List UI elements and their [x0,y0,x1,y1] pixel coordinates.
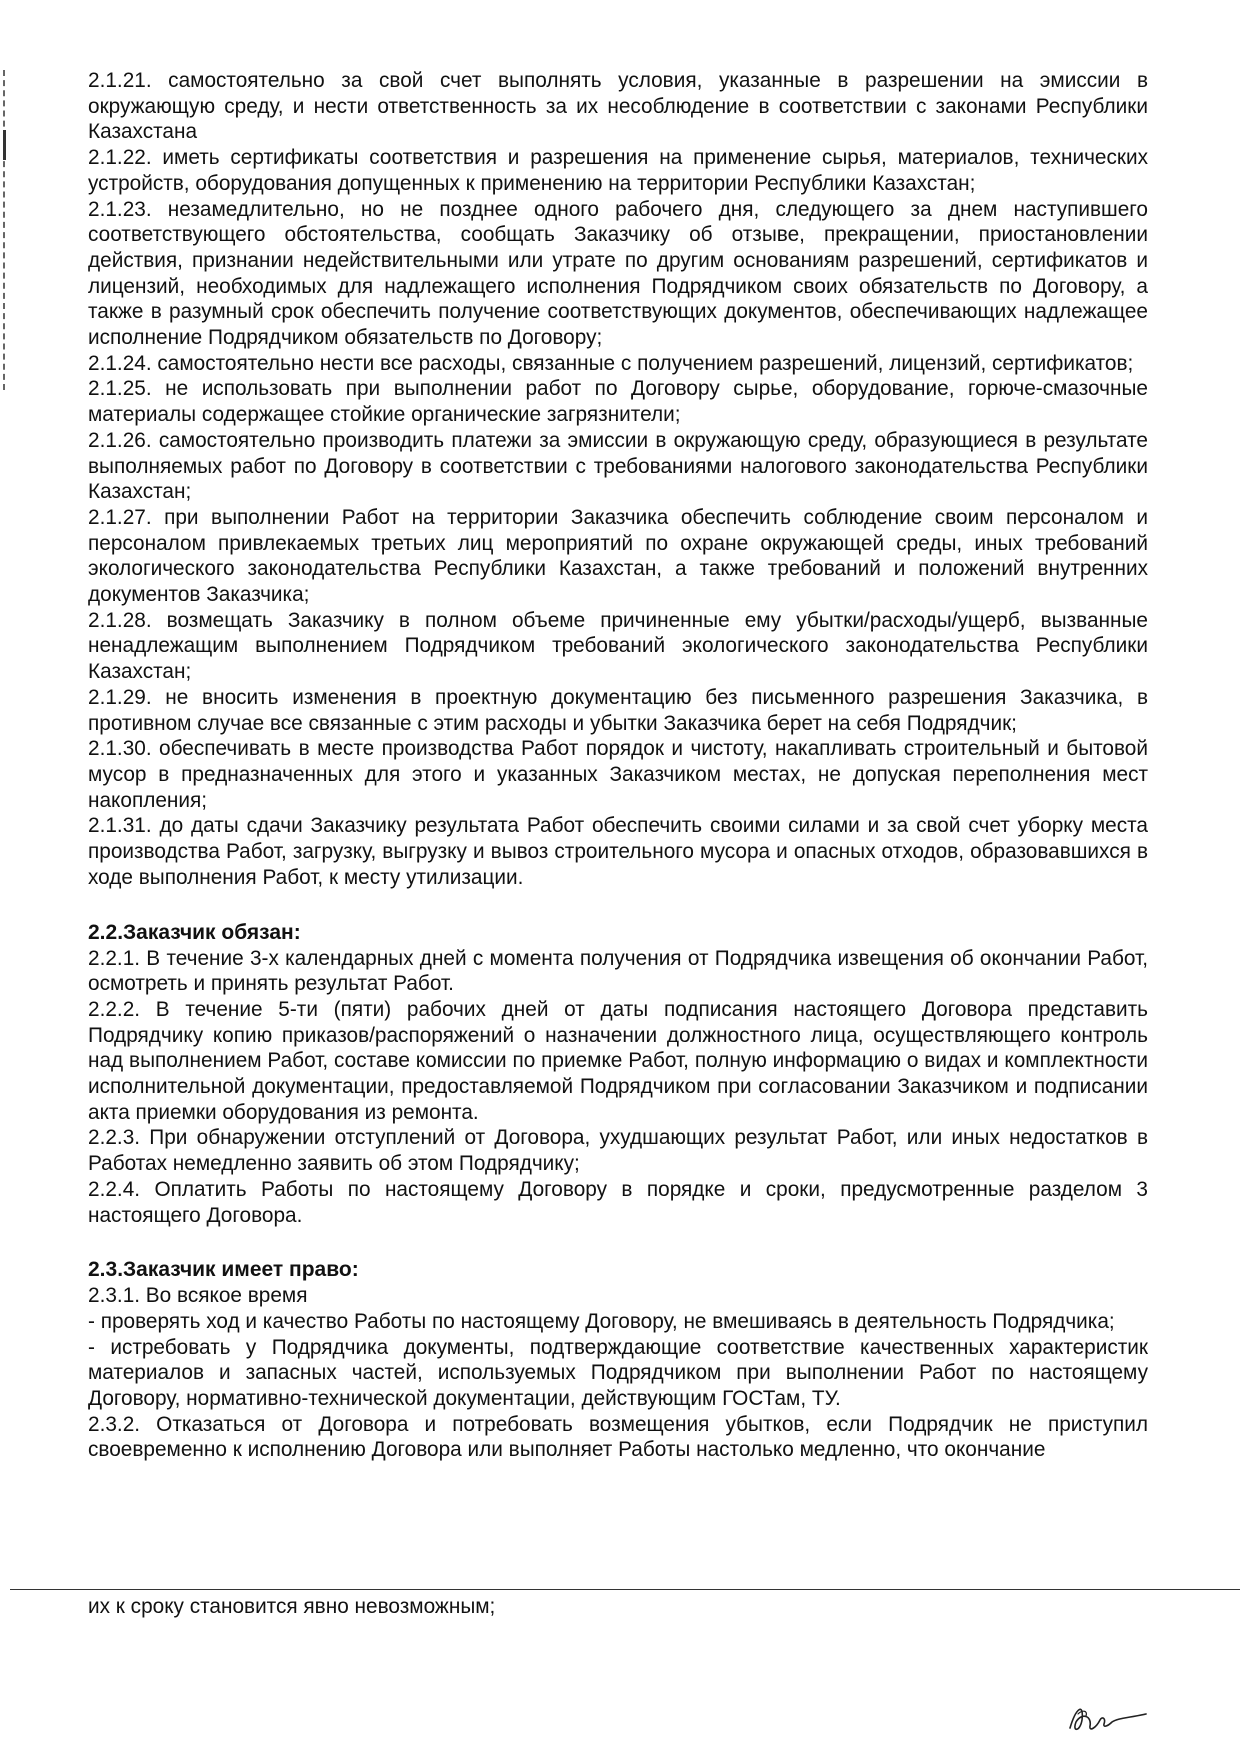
clause-2-1-29: 2.1.29. не вносить изменения в проектную документацию без письменного разрешения Заказчика, в противном случае все связанные с этим расходы и убытки Заказчика берет на себя Подрядчик; [88,685,1148,735]
clause-2-1-28: 2.1.28. возмещать Заказчику в полном объеме причиненные ему убытки/расходы/ущерб, вызванные ненадлежащим выполнением Подрядчиком требований экологического законодательства Республики Казахстан; [88,608,1148,684]
clause-2-2-1: 2.2.1. В течение 3-х календарных дней с момента получения от Подрядчика извещения об окончании Работ, осмотреть и принять результат Работ. [88,946,1148,996]
clause-2-2-2: 2.2.2. В течение 5-ти (пяти) рабочих дней от даты подписания настоящего Договора представить Подрядчику копию приказов/распоряжений о назначении должностного лица, осуществляющего контроль над выполнением Работ, составе комиссии по приемке Работ, полную информацию о видах и комплектности исполнительной документации, предоставляемой Подрядчиком при согласовании Заказчиком и подписании акта приемки оборудования из ремонта. [88,997,1148,1124]
clause-2-1-26: 2.1.26. самостоятельно производить платежи за эмиссии в окружающую среду, образующиеся в результате выполняемых работ по Договору в соответствии с требованиями налогового законодательства Республики Казахстан; [88,428,1148,504]
clause-2-1-23: 2.1.23. незамедлительно, но не позднее одного рабочего дня, следующего за днем наступившего соответствующего обстоятельства, сообщать Заказчику об отзыве, прекращении, приостановлении действия, признании недействительными или утрате по другим основаниям разрешений, сертификатов и лицензий, необходимых для надлежащего исполнения Подрядчиком своих обязательств по Договору, а также в разумный срок обеспечить получение соответствующих документов, обеспечивающих надлежащее исполнение Подрядчиком обязательств по Договору; [88,197,1148,350]
clause-2-2-3: 2.2.3. При обнаружении отступлений от Договора, ухудшающих результат Работ, или иных недостатков в Работах немедленно заявить об этом Подрядчику; [88,1126,1148,1176]
clause-2-2-4: 2.2.4. Оплатить Работы по настоящему Договору в порядке и сроки, предусмотренные разделом 3 настоящего Договора. [88,1177,1148,1227]
left-margin-binding-mark [3,130,9,160]
clause-2-1-21: 2.1.21. самостоятельно за свой счет выполнять условия, указанные в разрешении на эмиссии в окружающую среду, и нести ответственность за их несоблюдение в соответствии с законами Республики Казахстана [88,69,1148,144]
clause-2-3-2-continuation: их к сроку становится явно невозможным; [88,1595,496,1618]
clause-2-3-1-item-inspect: - проверять ход и качество Работы по настоящему Договору, не вмешиваясь в деятельность Подрядчика; [88,1309,1115,1333]
clause-2-1-31: 2.1.31. до даты сдачи Заказчику результата Работ обеспечить своими силами и за свой счет уборку места производства Работ, загрузку, выгрузку и вывоз строительного мусора и опасных отходов, образовавшихся в ходе выполнения Работ, к месту утилизации. [88,814,1148,889]
left-margin-scan-mark [3,70,8,390]
section-spacer [88,891,1148,920]
page-continuation [88,1594,1148,1620]
clause-2-1-24: 2.1.24. самостоятельно нести все расходы, связанные с получением разрешений, лицензий, сертификатов; [88,351,1134,375]
clause-2-1-30: 2.1.30. обеспечивать в месте производства Работ порядок и чистоту, накапливать строительный и бытовой мусор в предназначенных для этого и указанных Заказчиком местах, не допуская переполнения мест накопления; [88,737,1148,812]
clause-2-1-27: 2.1.27. при выполнении Работ на территории Заказчика обеспечить соблюдение своим персоналом и персоналом привлекаемых третьих лиц мероприятий по охране окружающей среды, иных требований экологического законодательства Республики Казахстан, а также требований и положений внутренних документов Заказчика; [88,505,1148,607]
clause-2-3-1: 2.3.1. Во всякое время [88,1284,308,1308]
clause-2-3-1-item-request-docs: - истребовать у Подрядчика документы, подтверждающие соответствие качественных характеристик материалов и запасных частей, используемых Подрядчиком при выполнении Работ по настоящему Договору, нормативно-технической документации, действующим ГОСТам, ТУ. [88,1335,1148,1411]
section-heading-2-3: 2.3.Заказчик имеет право: [88,1258,359,1282]
clause-2-1-22: 2.1.22. иметь сертификаты соответствия и разрешения на применение сырья, материалов, технических устройств, оборудования допущенных к применению на территории Республики Казахстан; [88,146,1148,195]
document-body [88,68,1148,1463]
clause-2-1-25: 2.1.25. не использовать при выполнении работ по Договору сырье, оборудование, горюче-смазочные материалы содержащее стойкие органические загрязнители; [88,377,1148,427]
clause-2-3-2: 2.3.2. Отказаться от Договора и потребовать возмещения убытков, если Подрядчик не приступил своевременно к исполнению Договора или выполняет Работы настолько медленно, что окончание [88,1412,1148,1462]
page-bottom-rule [10,1589,1240,1590]
handwritten-signature [1062,1698,1152,1738]
section-spacer [88,1228,1148,1257]
section-heading-2-2: 2.2.Заказчик обязан: [88,920,301,944]
